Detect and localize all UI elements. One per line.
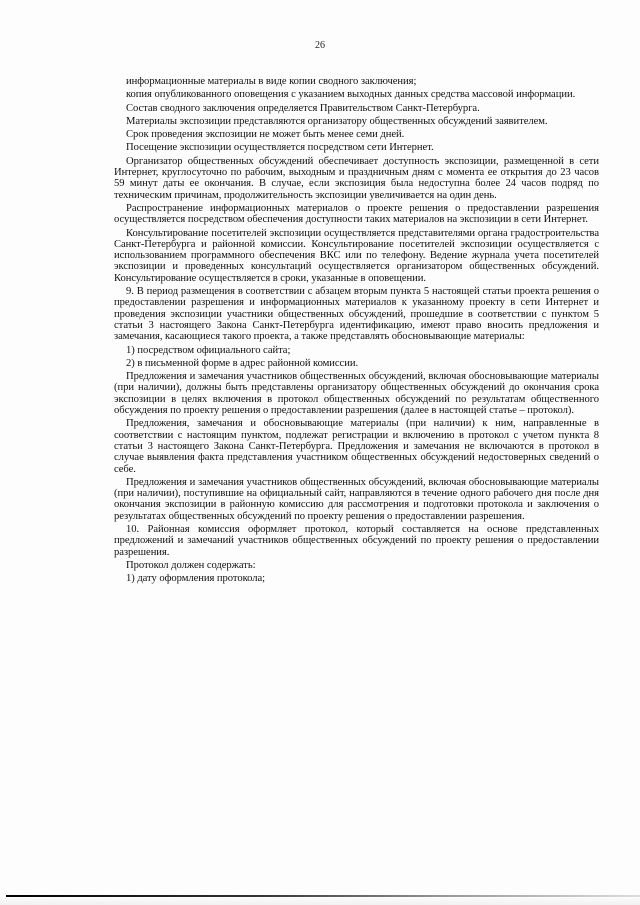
list-item: 2) в письменной форме в адрес районной комиссии. [126,357,359,369]
scan-bottom-shadow [0,898,640,905]
paragraph: Предложения, замечания и обосновывающие материалы (при наличии) к ним, направленные в соответствии с настоящим пунктом, подлежат регистрации и включению в протокол с учетом пункта 8 статьи 3 настоящего Закона Санкт-Петербурга. Предложения и замечания не включаются в протокол в случае выявления факта представления участником общественных обсуждений недостоверных сведений о себе. [114,418,599,475]
paragraph: Консультирование посетителей экспозиции осуществляется представителями органа градостроительства Санкт-Петербурга и районной комиссии. Консультирование посетителей экспозиции осуществляется с использованием программного обеспечения ВКС или по телефону. Ведение журнала учета посетителей экспозиции и проведенных консультаций осуществляется организатором общественных обсуждений. Консультирование осуществляется в сроки, указанные в оповещении. [114,227,599,284]
paragraph: Состав сводного заключения определяется Правительством Санкт-Петербурга. [126,102,480,114]
paragraph: Организатор общественных обсуждений обеспечивает доступность экспозиции, размещенной в сети Интернет, круглосуточно по рабочим, выходным и праздничным дням с момента ее открытия до 23 часов 59 минут даты ее окончания. В случае, если экспозиция была недоступна более 24 часов подряд по техническим причинам, продолжительность экспозиции увеличивается на один день. [114,155,599,201]
page-number: 26 [315,40,325,51]
paragraph: 9. В период размещения в соответствии с абзацем вторым пункта 5 настоящей статьи проекта решения о предоставлении разрешения и информационных материалов к указанному проекту в сети Интернет и проведения экспозиции участники общественных обсуждений, прошедшие в соответствии с пунктом 5 статьи 3 настоящего Закона Санкт-Петербурга идентификацию, имеют право вносить предложения и замечания, касающиеся такого проекта, а также представлять обосновывающие материалы: [114,286,599,343]
paragraph: Распространение информационных материалов о проекте решения о предоставлении разрешения осуществляется посредством обеспечения доступности таких материалов на экспозиции в сети Интернет. [114,202,599,226]
list-item: 1) посредством официального сайта; [126,344,291,356]
scan-edge-line [6,895,640,897]
document-body [114,76,599,586]
paragraph: копия опубликованного оповещения с указанием выходных данных средства массовой информации. [126,89,576,101]
paragraph: Срок проведения экспозиции не может быть менее семи дней. [126,129,405,141]
paragraph: информационные материалы в виде копии сводного заключения; [126,76,417,87]
paragraph: Посещение экспозиции осуществляется посредством сети Интернет. [126,142,434,154]
paragraph: Протокол должен содержать: [126,559,256,571]
paragraph: 10. Районная комиссия оформляет протокол, который составляется на основе представленных предложений и замечаний участников общественных обсуждений по проекту решения о предоставлении разрешения. [114,523,599,558]
paragraph: Предложения и замечания участников общественных обсуждений, включая обосновывающие материалы (при наличии), должны быть представлены организатору общественных обсуждений до окончания срока экспозиции в целях включения в протокол общественных обсуждений по результатам общественного обсуждения по проекту решения о предоставлении разрешения (далее в настоящей статье – протокол). [114,371,599,417]
list-item: 1) дату оформления протокола; [126,573,266,585]
paragraph: Материалы экспозиции представляются организатору общественных обсуждений заявителем. [126,115,548,127]
paragraph: Предложения и замечания участников общественных обсуждений, включая обосновывающие материалы (при наличии), поступившие на официальный сайт, направляются в течение одного рабочего дня после дня окончания экспозиции в районную комиссию для рассмотрения и подготовки протокола и заключения о результатах общественных обсуждений по проекту решения о предоставлении разрешения. [114,476,599,522]
